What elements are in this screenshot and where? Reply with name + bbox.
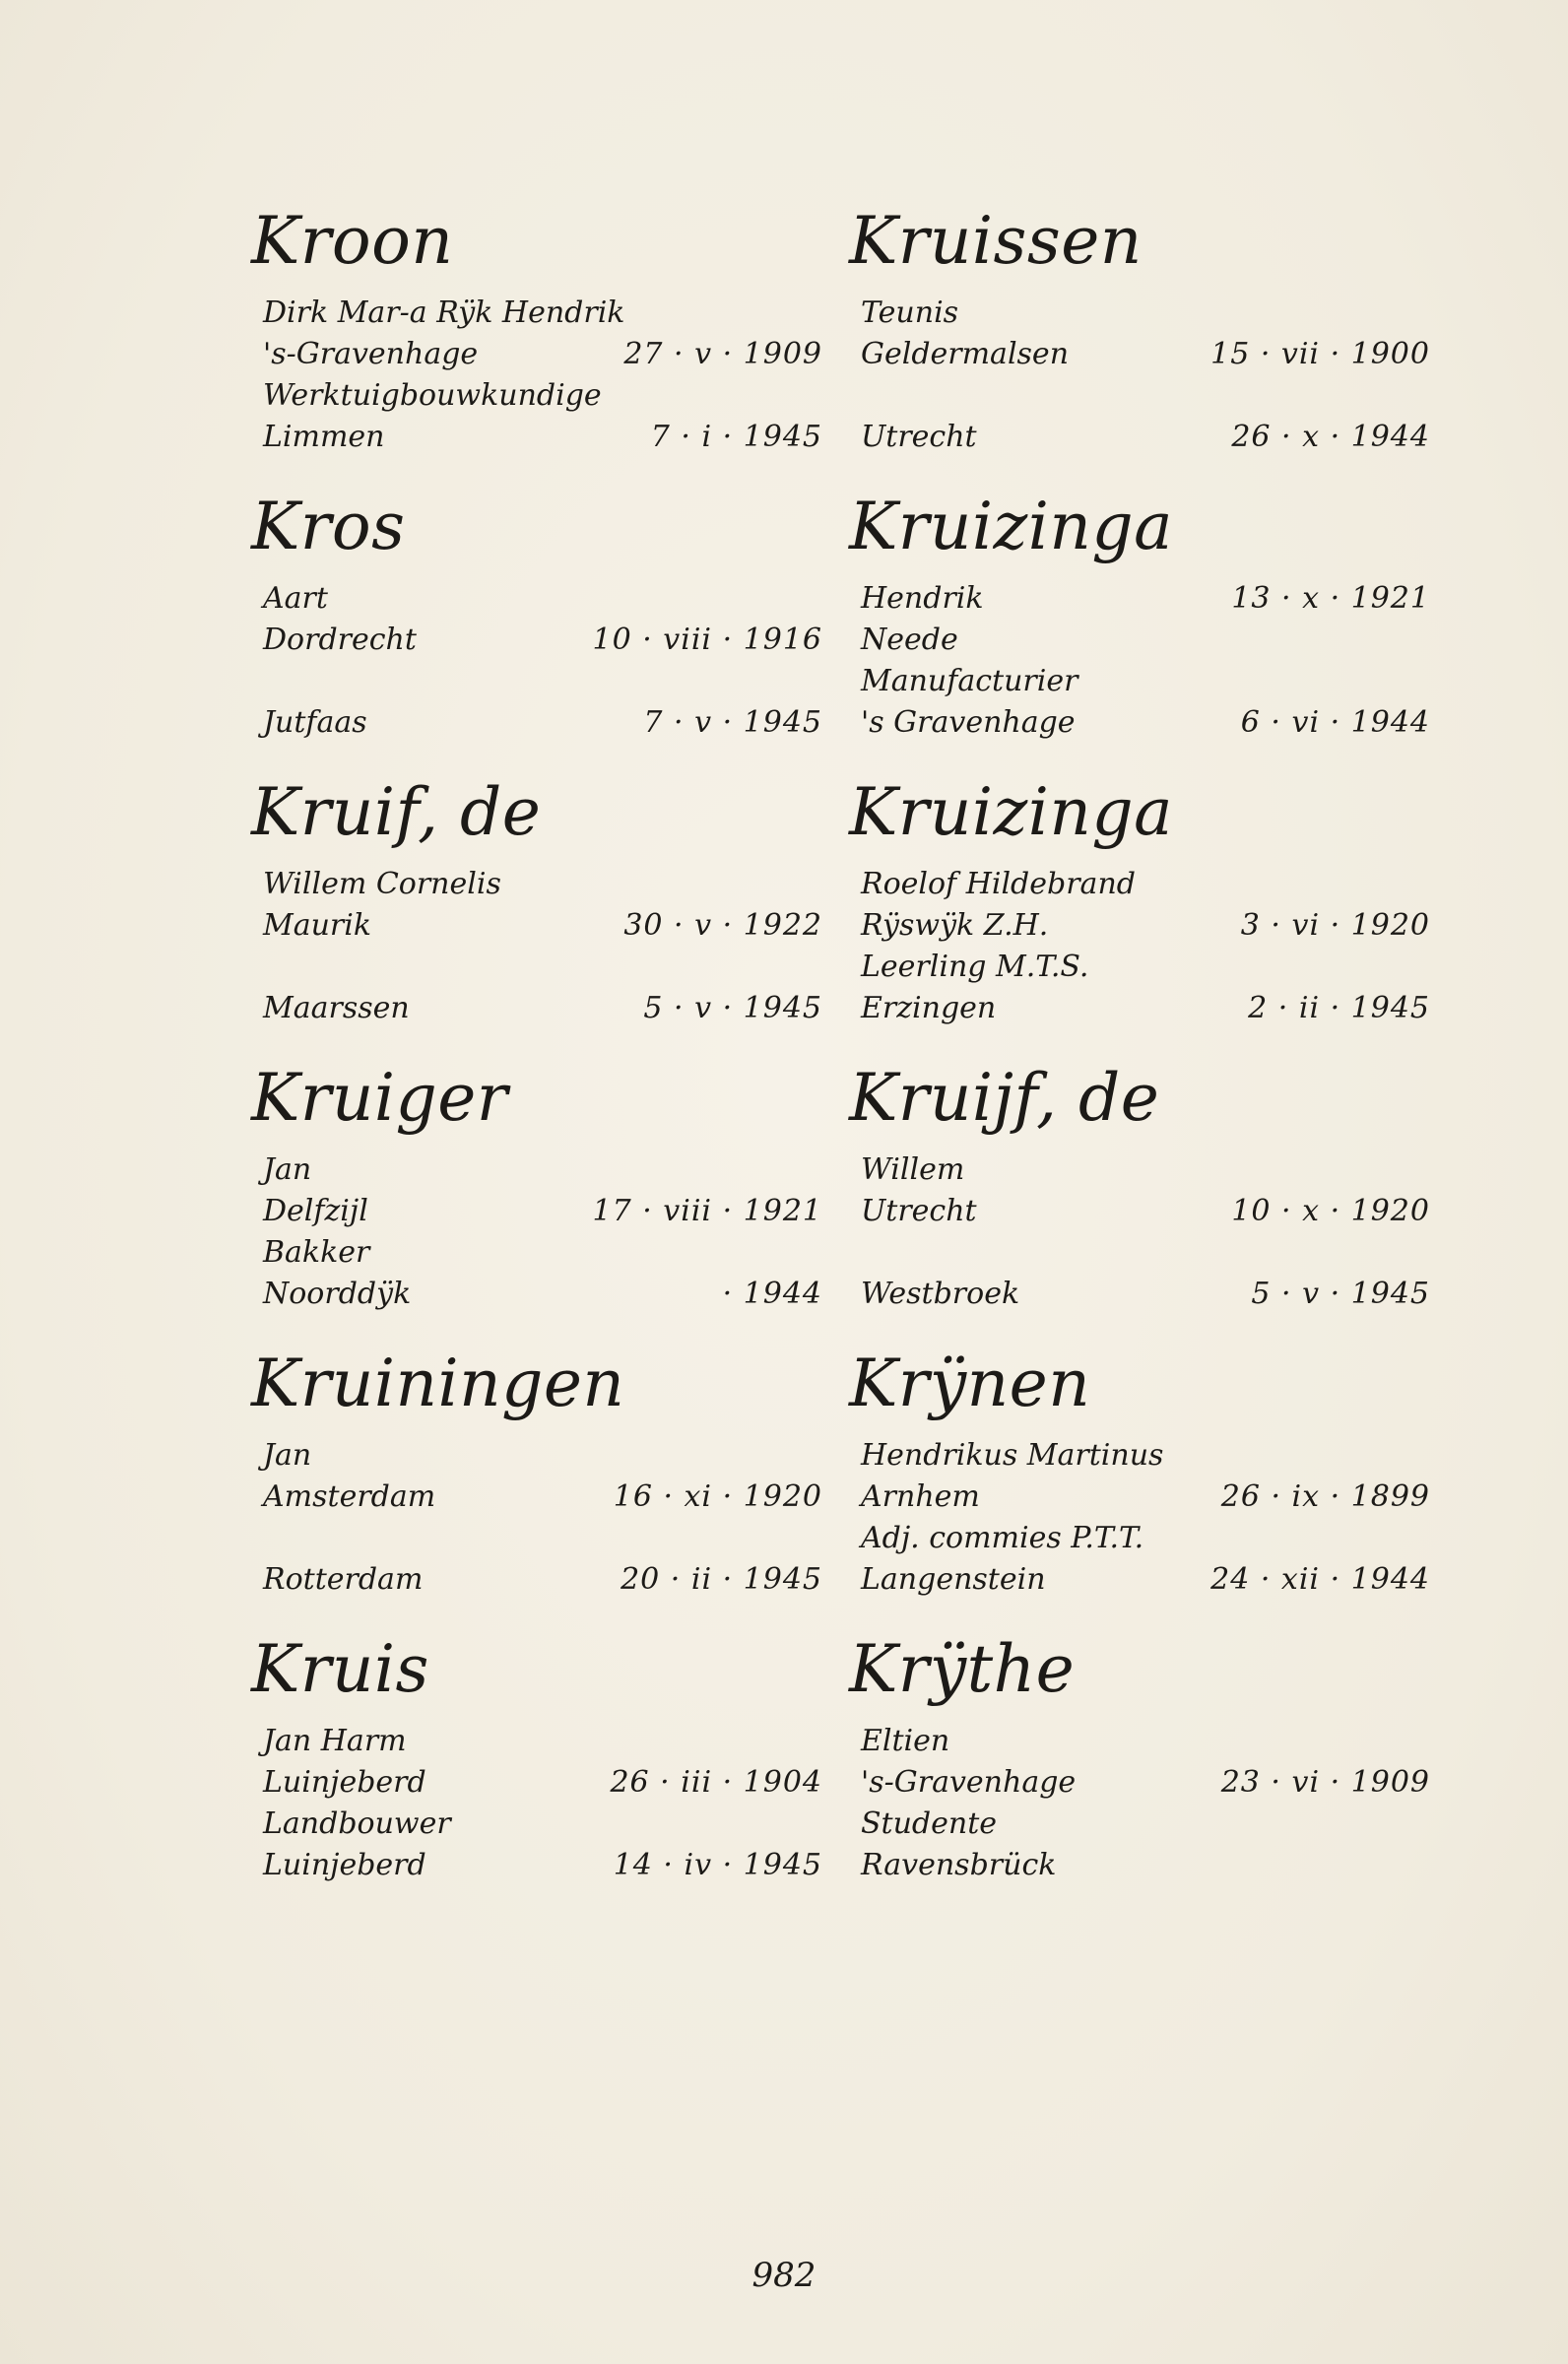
entry-date: · 1944 (722, 1277, 822, 1311)
entry-text: 's-Gravenhage (861, 1765, 1077, 1800)
entry-date: 7 · i · 1945 (650, 420, 822, 454)
entry-date: 14 · iv · 1945 (613, 1848, 822, 1882)
entry-date: 15 · vii · 1900 (1210, 337, 1430, 371)
entry-line (251, 1435, 822, 1477)
entry-surname: Krÿthe (849, 1631, 1076, 1707)
entry-line (251, 947, 822, 988)
entry-text: Rotterdam (263, 1562, 424, 1597)
entry-text: Utrecht (861, 1194, 977, 1228)
entry-text: Bakker (263, 1235, 370, 1270)
memorial-entry (849, 1630, 1430, 1916)
entry-text: Dirk Mar-a Rÿk Hendrik (263, 296, 625, 330)
entry-line (849, 702, 1430, 744)
entry-surname: Kroon (251, 203, 454, 279)
entry-text: Neede (861, 623, 958, 657)
entry-line (251, 988, 822, 1029)
entry-text: Maurik (263, 908, 372, 943)
entry-line (251, 417, 822, 458)
entry-date: 3 · vi · 1920 (1240, 908, 1430, 943)
entry-line (251, 620, 822, 661)
left-column (251, 202, 822, 1916)
entry-text: Werktuigbouwkundige (263, 378, 602, 413)
memorial-entry (251, 1345, 822, 1630)
entry-date: 6 · vi · 1944 (1240, 705, 1430, 740)
entry-date: 10 · x · 1920 (1231, 1194, 1430, 1228)
memorial-entry (849, 773, 1430, 1059)
entry-text: Rÿswÿk Z.H. (861, 908, 1049, 943)
entry-date: 30 · v · 1922 (623, 908, 822, 943)
entry-line (849, 293, 1420, 334)
entry-date: 7 · v · 1945 (643, 705, 822, 740)
entry-line (251, 905, 822, 947)
memorial-entry (849, 1059, 1430, 1345)
entry-text: Luinjeberd (263, 1765, 426, 1800)
entry-surname: Kros (251, 489, 406, 564)
entry-line (849, 1191, 1430, 1232)
entry-text: Ravensbrück (861, 1848, 1057, 1882)
entry-text: Delfzijl (263, 1194, 368, 1228)
entry-text: Teunis (861, 296, 959, 330)
entry-text: Dordrecht (263, 623, 417, 657)
entry-line (849, 1721, 1420, 1762)
page-number: 982 (751, 2256, 817, 2295)
entry-date: 26 · x · 1944 (1231, 420, 1430, 454)
entry-line (251, 1845, 822, 1886)
memorial-entry (251, 488, 822, 773)
entry-line (849, 1762, 1430, 1804)
entry-line (251, 334, 822, 375)
entry-line (251, 864, 822, 905)
entry-date: 2 · ii · 1945 (1248, 991, 1430, 1025)
entry-date: 23 · vi · 1909 (1220, 1765, 1430, 1800)
entry-date: 17 · viii · 1921 (592, 1194, 822, 1228)
entry-date: 20 · ii · 1945 (621, 1562, 822, 1597)
entry-line (251, 702, 822, 744)
entry-line (251, 1232, 822, 1274)
entry-text: Roelof Hildebrand (861, 867, 1136, 901)
entry-date: 5 · v · 1945 (1251, 1277, 1430, 1311)
entry-line (849, 1232, 1420, 1274)
entry-line (251, 661, 822, 702)
entry-text: Jan Harm (263, 1724, 407, 1758)
entry-line (251, 1721, 822, 1762)
entry-line (849, 375, 1420, 417)
entry-text: Maarssen (263, 991, 410, 1025)
entry-line (849, 988, 1430, 1029)
entry-text: Landbouwer (263, 1806, 451, 1841)
entry-text: Jan (263, 1152, 312, 1187)
entry-text: Eltien (861, 1724, 950, 1758)
entry-date: 13 · x · 1921 (1231, 581, 1430, 616)
entry-text: 's Gravenhage (861, 705, 1076, 740)
right-column (849, 202, 1430, 1916)
entry-text: Westbroek (861, 1277, 1020, 1311)
entry-text: Hendrikus Martinus (861, 1438, 1164, 1473)
entry-line (251, 1518, 822, 1559)
entry-text: Aart (263, 581, 328, 616)
memorial-entry (251, 202, 822, 488)
entry-surname: Kruiger (251, 1060, 508, 1136)
entry-text: Langenstein (861, 1562, 1046, 1597)
entry-date: 16 · xi · 1920 (613, 1479, 822, 1514)
entry-date: 24 · xii · 1944 (1210, 1562, 1430, 1597)
entry-date: 27 · v · 1909 (623, 337, 822, 371)
entry-surname: Kruis (251, 1631, 429, 1707)
entry-line (849, 1518, 1420, 1559)
entry-line (251, 1274, 822, 1315)
memorial-entry (849, 1345, 1430, 1630)
entry-surname: Kruizinga (849, 774, 1173, 850)
entry-line (251, 1762, 822, 1804)
entry-text: Luinjeberd (263, 1848, 426, 1882)
entry-line (849, 1477, 1430, 1518)
entry-line (849, 905, 1430, 947)
entry-surname: Kruif, de (251, 774, 542, 850)
entry-text: Limmen (263, 420, 385, 454)
entry-text: Utrecht (861, 420, 977, 454)
entry-line (251, 1559, 822, 1601)
entry-date: 5 · v · 1945 (643, 991, 822, 1025)
entry-surname: Kruijf, de (849, 1060, 1160, 1136)
entry-date: 26 · iii · 1904 (610, 1765, 822, 1800)
entry-text: Arnhem (861, 1479, 980, 1514)
entry-text: Erzingen (861, 991, 997, 1025)
entry-date: 26 · ix · 1899 (1220, 1479, 1430, 1514)
entry-line (849, 1559, 1430, 1601)
entry-line (849, 1274, 1430, 1315)
entry-text: Leerling M.T.S. (861, 950, 1089, 984)
entry-text: Jan (263, 1438, 312, 1473)
entry-line (849, 661, 1420, 702)
entry-line (849, 620, 1420, 661)
entry-line (251, 1477, 822, 1518)
entry-text: Manufacturier (861, 664, 1078, 698)
entry-line (251, 1149, 822, 1191)
entry-text: Amsterdam (263, 1479, 436, 1514)
entry-line (251, 578, 822, 620)
entry-line (849, 1435, 1420, 1477)
memorial-entry (251, 1059, 822, 1345)
entry-text: Adj. commies P.T.T. (861, 1521, 1144, 1555)
entry-text: Jutfaas (263, 705, 367, 740)
entry-line (849, 1149, 1420, 1191)
entry-line (251, 1804, 822, 1845)
memorial-entry (849, 488, 1430, 773)
entry-surname: Kruiningen (251, 1346, 625, 1421)
entry-text: 's-Gravenhage (263, 337, 479, 371)
entry-line (849, 578, 1430, 620)
entry-line (849, 1804, 1420, 1845)
entry-surname: Kruizinga (849, 489, 1173, 564)
entry-surname: Krÿnen (849, 1346, 1091, 1421)
entry-line (251, 1191, 822, 1232)
entry-text: Willem (861, 1152, 965, 1187)
entry-text: Hendrik (861, 581, 984, 616)
entry-text: Willem Cornelis (263, 867, 501, 901)
memorial-entry (251, 1630, 822, 1916)
entry-text: Noorddÿk (263, 1277, 412, 1311)
entry-line (849, 1845, 1420, 1886)
entry-text: Geldermalsen (861, 337, 1070, 371)
entry-line (849, 417, 1430, 458)
entry-line (251, 293, 822, 334)
memorial-entry (849, 202, 1430, 488)
memorial-entry (251, 773, 822, 1059)
entry-date: 10 · viii · 1916 (592, 623, 822, 657)
entry-surname: Kruissen (849, 203, 1143, 279)
entry-line (251, 375, 822, 417)
entry-line (849, 947, 1420, 988)
entry-text: Studente (861, 1806, 998, 1841)
entry-line (849, 334, 1430, 375)
entry-line (849, 864, 1420, 905)
